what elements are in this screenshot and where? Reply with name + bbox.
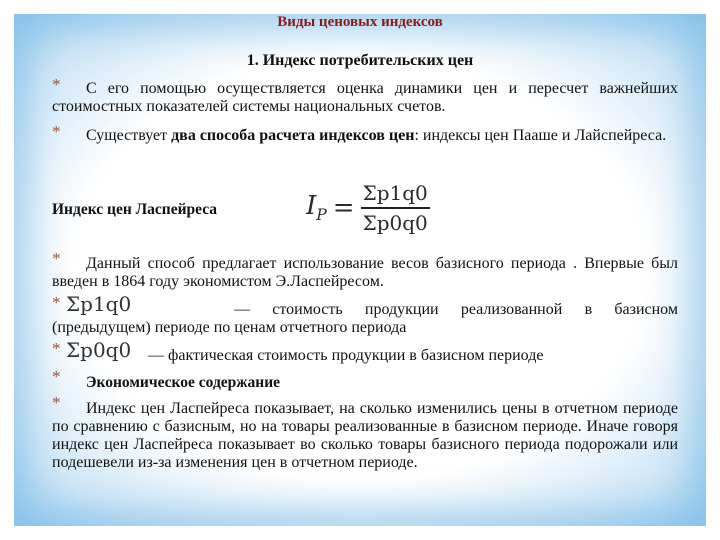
bullet-star-icon: * — [52, 122, 61, 141]
formula-lhs: $I_P$ — [306, 191, 327, 225]
bullet-star-icon: * — [52, 249, 61, 268]
bullet-text: — стоимость продукции реализованной в базисном (предыдущем) периоде по ценам отчетного периода — [52, 301, 678, 336]
inline-formula: Σp0q0 — [66, 338, 132, 362]
economic-content-heading: Экономическое содержание — [86, 374, 281, 391]
bullet-text: Данный способ предлагает использование весов базисного периода . Впервые был введен в 1864 году экономистом Э.Ласпейресом. — [52, 255, 678, 290]
formula-numerator: Σp1q0 — [362, 181, 428, 205]
formula-fraction — [361, 181, 430, 235]
section-heading: 1. Индекс потребительских цен — [246, 52, 474, 69]
bullet-text: Индекс цен Ласпейреса показывает, на сколько изменились цены в отчетном периоде по сравнению с базисным, но на товары реализованные в базисном периоде. Иначе говоря индекс цен Ласпейреса показывает во сколько товары базисного периода подорожали или подешевели из-за изменения цен в отчетном периоде. — [52, 400, 678, 471]
bullet-star-icon: * — [52, 339, 61, 358]
inline-formula: Σp1q0 — [66, 292, 132, 316]
bullet-text: — фактическая стоимость продукции в базисном периоде — [148, 347, 544, 364]
laspeyres-formula — [306, 176, 428, 240]
bullet-text: С его помощью осуществляется оценка динамики цен и пересчет важнейших стоимостных показателей системы национальных счетов. — [52, 80, 678, 115]
bullet-text: Существует два способа расчета индексов цен: индексы цен Пааше и Лайспейреса. — [86, 127, 667, 144]
bullet-star-icon: * — [52, 367, 61, 386]
slide-title: Виды ценовых индексов — [277, 14, 443, 30]
bullet-star-icon: * — [52, 75, 61, 94]
formula-denominator: Σp0q0 — [362, 211, 428, 235]
formula-equals: = — [332, 193, 355, 223]
bullet-star-icon: * — [52, 293, 61, 312]
bullet-star-icon: * — [52, 393, 61, 412]
laspeyres-heading: Индекс цен Ласпейреса — [52, 201, 218, 218]
